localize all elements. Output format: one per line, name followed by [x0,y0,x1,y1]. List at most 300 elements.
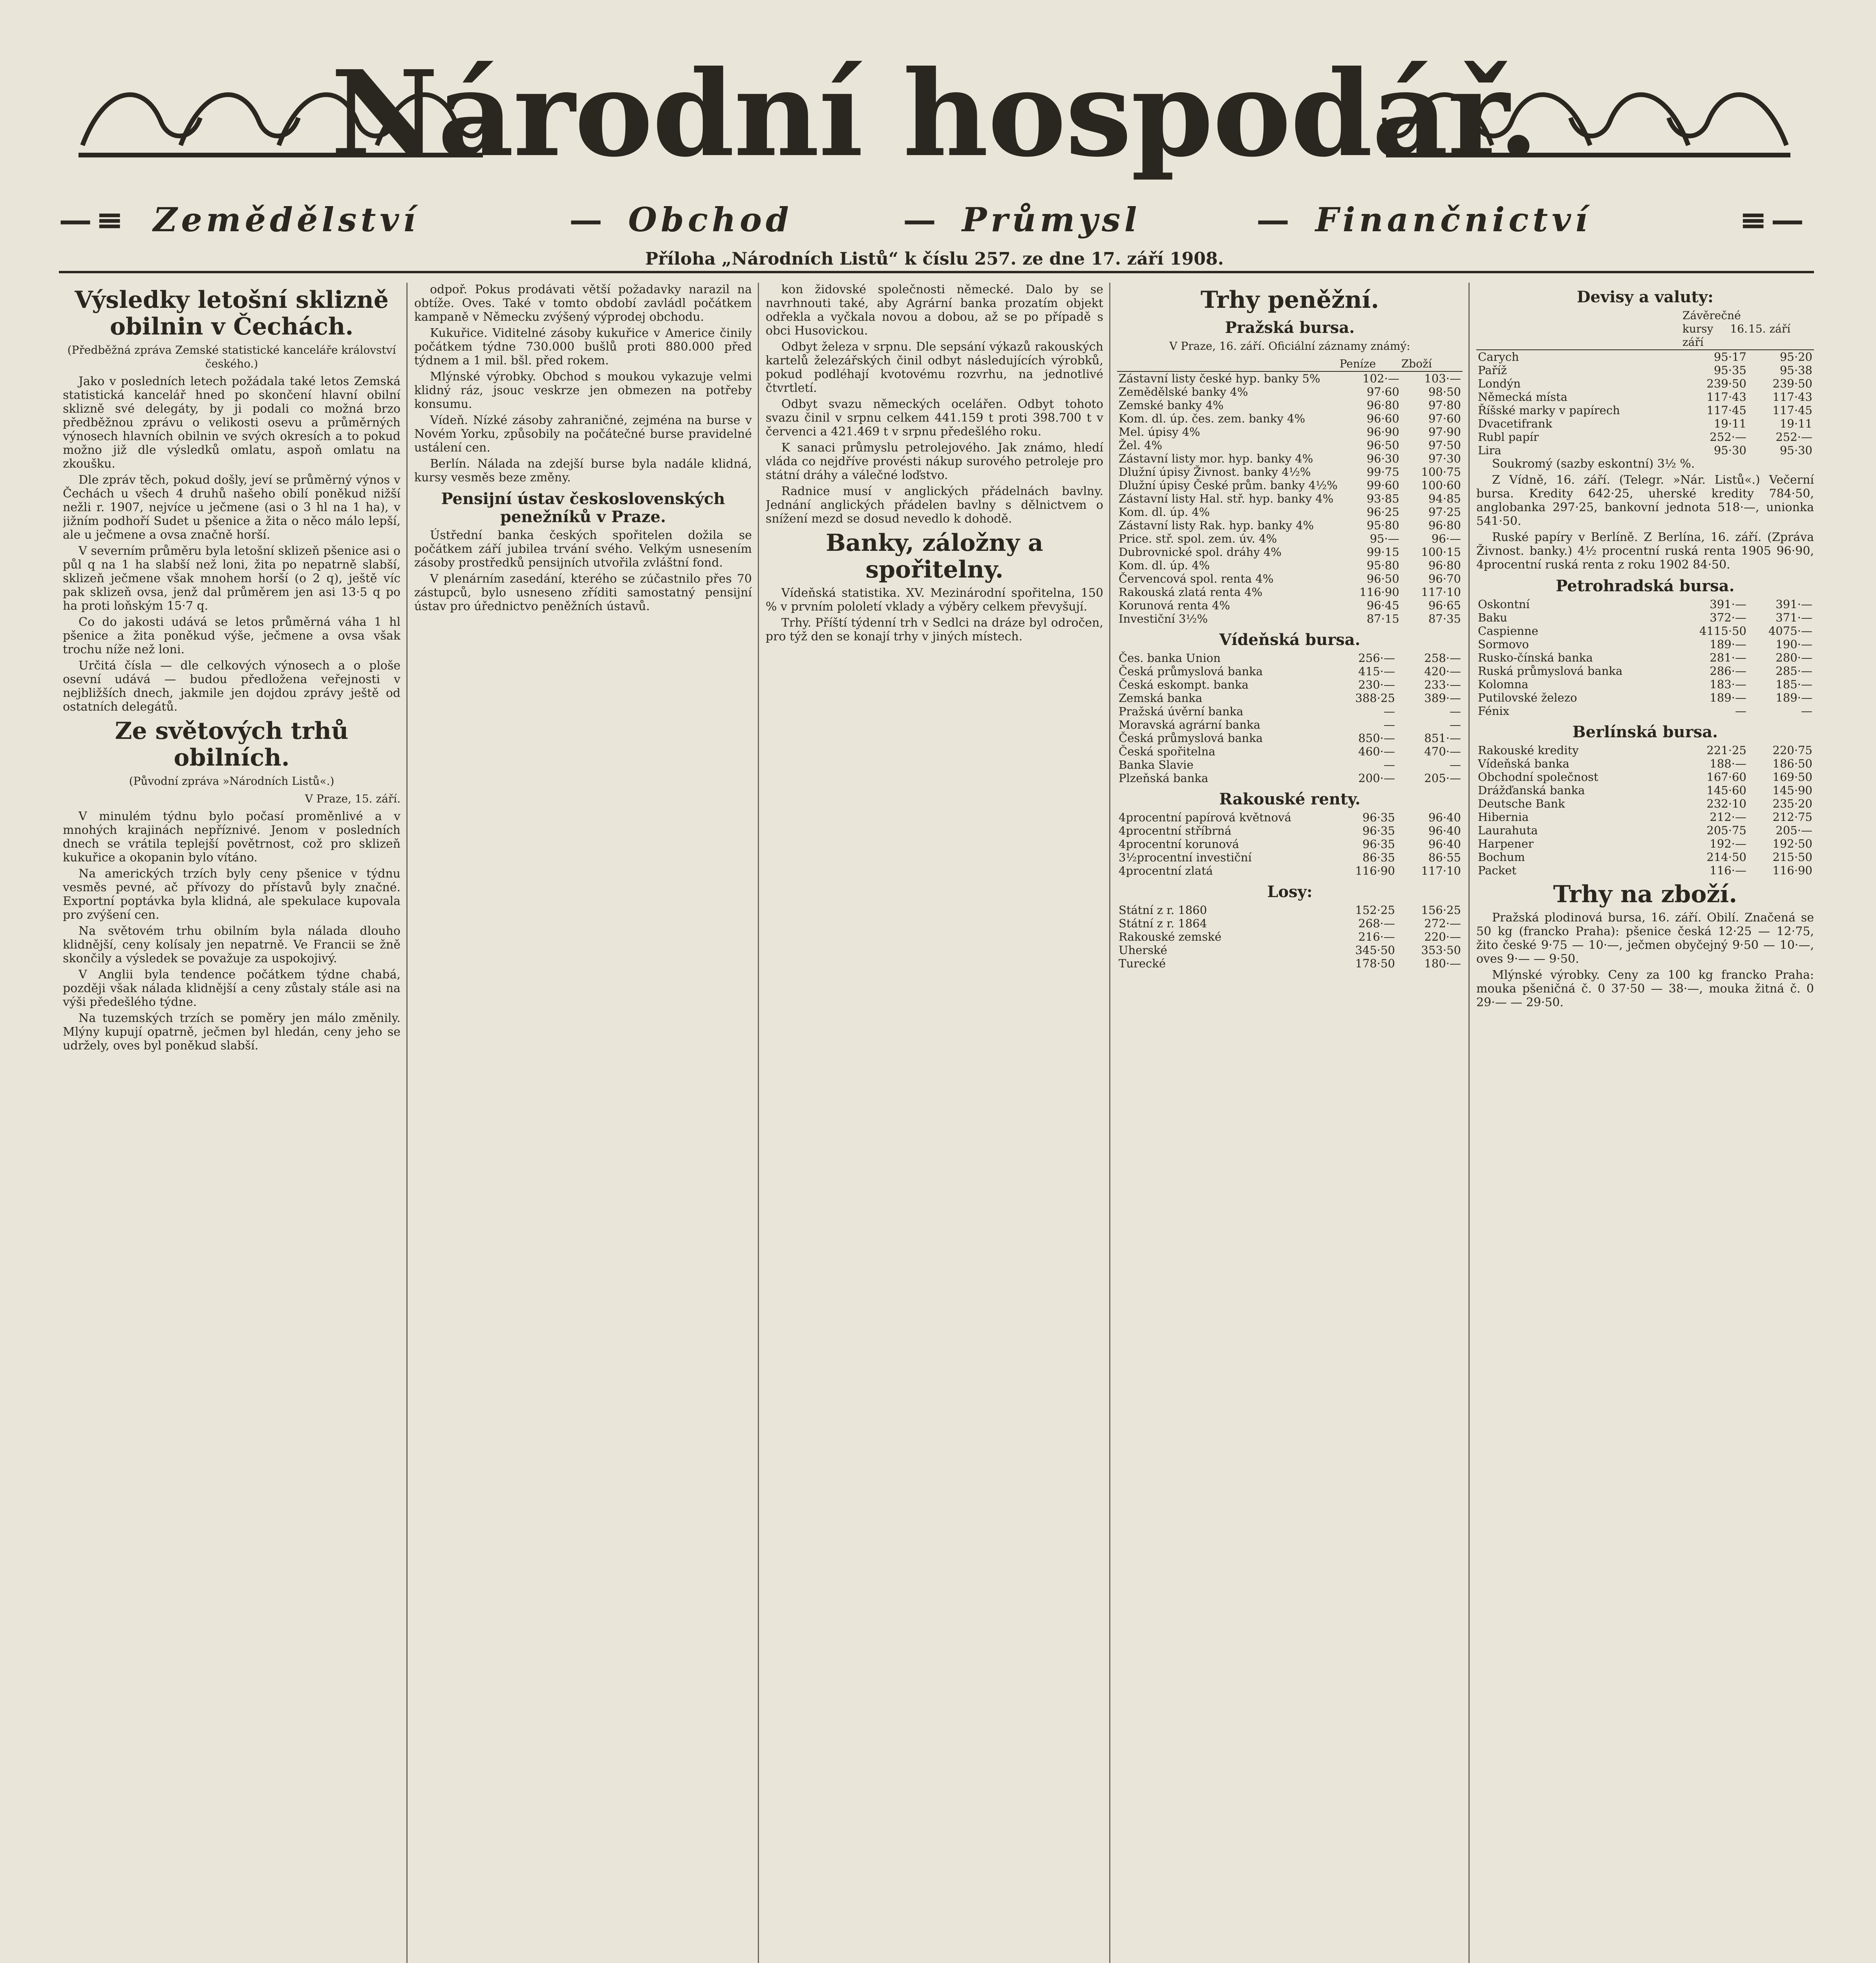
table-row [1476,678,1814,691]
rate-value: 252·— [1775,430,1812,444]
table-row [1117,452,1463,465]
security-name: Žel. 4% [1119,439,1163,452]
security-name: Rakouské zemské [1119,930,1221,943]
rate-value: 100·60 [1421,479,1461,492]
column-divider [406,283,408,1963]
table-row [1476,784,1814,797]
rate-value: 388·25 [1355,691,1395,705]
section-zemedelstvi: Zemědělství [153,200,419,239]
table-row [1476,638,1814,651]
table-header-row [1117,357,1463,371]
security-name: Moravská agrární banka [1119,718,1261,731]
dash-decoration: — [569,200,606,239]
rate-value: 190·— [1775,638,1812,651]
rate-value: 192·50 [1772,837,1812,850]
table-row [1117,492,1463,505]
rate-value: 850·— [1358,731,1395,745]
security-name: Pražská úvěrní banka [1119,705,1243,718]
table-row [1476,691,1814,704]
rate-value: 256·— [1358,651,1395,665]
rate-value: 96·40 [1428,811,1461,824]
security-name: Oskontní [1478,598,1530,611]
security-name: Uherské [1119,943,1167,957]
security-name: Kom. dl. úp. 4% [1119,559,1210,572]
rate-value: 96·— [1431,532,1461,545]
rate-value: 145·60 [1706,784,1746,797]
rate-value: 235·20 [1772,797,1812,810]
rate-value: 353·50 [1421,943,1461,957]
rate-value: 117·10 [1421,585,1461,599]
security-name: Price. stř. spol. zem. úv. 4% [1119,532,1277,545]
rate-value: 470·— [1424,745,1461,758]
rate-value: 4075·— [1768,624,1812,638]
rate-value: 116·90 [1355,864,1395,877]
sub-heading: Devisy a valuty: [1576,288,1714,306]
rate-value: 232·10 [1706,797,1746,810]
rate-value: — [1450,705,1461,718]
security-name: Zástavní listy české hyp. banky 5% [1119,372,1320,385]
rate-value: 95·38 [1779,364,1812,377]
paragraph: Vídeň. Nízké zásoby zahraničné, zejména na burse v Novém Yorku, způsobily na počátečné burse pravidelné ustálení cen. [414,413,752,455]
paragraph: Dle zpráv těch, pokud došly, jeví se průměrný výnos v Čechách u všech 4 druhů našeho obilí poněkud nižší nežli r. 1907, nejvíce u ječmene (asi o 3 hl na 1 ha), v jižním podhoří Sudet u pšenice a žita o něco málo lepší, ale u ječmene a ovsa značně horší. [63,473,400,542]
table-row [1476,864,1814,877]
berlin-exchange-table [1476,744,1814,877]
rate-value: 371·— [1775,611,1812,624]
table-row [1117,612,1463,625]
rate-value: 96·80 [1366,398,1399,412]
rate-value: 221·25 [1706,744,1746,757]
paragraph: Z Vídně, 16. září. (Telegr. »Nár. Listů«.) Večerní bursa. Kredity 642·25, uherské kredity 784·50, anglobanka 297·25, bankovní jednota 518·—, unionka 541·50. [1476,473,1814,528]
paragraph: Odbyt svazu německých ocelářen. Odbyt tohoto svazu činil v srpnu celkem 441.159 t proti 398.700 t v červenci a 421.469 t v srpnu předešlého roku. [766,397,1103,439]
table-row [1117,851,1463,864]
article-heading: Výsledky letošní sklizně obilnin v Čechách. [75,286,389,340]
security-name: Banka Slavie [1119,758,1194,771]
rate-value: 167·60 [1706,770,1746,784]
column-header: Zboží [1401,357,1463,371]
table-row [1117,479,1463,492]
table-row [1476,624,1814,638]
rate-value: 391·— [1775,598,1812,611]
rate-value: 97·30 [1428,452,1461,465]
table-row [1476,364,1814,377]
rate-value: 180·— [1424,957,1461,970]
table-row [1117,745,1463,758]
column-header: 15. září [1748,309,1814,350]
security-name: Německá místa [1478,390,1568,404]
table-row [1476,837,1814,850]
sub-heading: Pražská bursa. [1225,318,1355,337]
vienna-exchange-table [1117,651,1463,785]
security-name: Vídeňská banka [1478,757,1569,770]
rate-value: — [1384,758,1395,771]
rate-value: 220·75 [1772,744,1812,757]
rate-value: 96·35 [1362,837,1395,851]
table-row [1117,465,1463,479]
rate-value: 94·85 [1428,492,1461,505]
rate-value: 117·45 [1706,404,1746,417]
table-row [1117,824,1463,837]
rate-value: 116·— [1710,864,1746,877]
security-name: Laurahuta [1478,824,1538,837]
security-name: Dvacetifrank [1478,417,1552,430]
security-name: Turecké [1119,957,1166,970]
table-row [1117,505,1463,519]
column-5 [1476,283,1814,1963]
dateline: V Praze, 16. září. Oficiální záznamy známý: [1169,340,1410,353]
rate-value: — [1801,704,1812,718]
security-name: 4procentní stříbrná [1119,824,1232,837]
rate-value: 239·50 [1706,377,1746,390]
rate-value: 258·— [1424,651,1461,665]
petersburg-exchange-table [1476,598,1814,718]
section-financnictvi: Finančnictví [1315,200,1591,239]
rate-value: 214·50 [1706,850,1746,864]
rate-value: 87·35 [1428,612,1461,625]
security-name: 4procentní papírová květnová [1119,811,1291,824]
rate-value: 116·90 [1359,585,1399,599]
article-heading: Banky, záložny a spořitelny. [826,529,1043,583]
rate-value: 186·50 [1772,757,1812,770]
paragraph: Radnice musí v anglických přádelnách bavlny. Jednání anglických přádelen bavlny s dělnictvem o snížení mezd se dosud nevedlo k dohodě. [766,484,1103,526]
table-row [1117,651,1463,665]
security-name: Korunová renta 4% [1119,599,1230,612]
table-row [1117,559,1463,572]
rate-value: 189·— [1775,691,1812,704]
rate-value: 99·60 [1366,479,1399,492]
paragraph: Určitá čísla — dle celkových výnosech a o ploše osevní udává — budou předložena veřejnosti v nejbližších dnech, jakmile jen dojdou zprávy ještě od ostatních delegátů. [63,659,400,714]
security-name: Paříž [1478,364,1507,377]
masthead [59,35,1810,269]
security-name: Zemské banky 4% [1119,398,1224,412]
sub-heading: Vídeňská bursa. [1219,631,1360,649]
table-row [1117,864,1463,877]
rate-value: 156·25 [1421,903,1461,917]
table-row [1117,398,1463,412]
table-row [1476,417,1814,430]
table-row [1476,651,1814,664]
paragraph: Vídeňská statistika. XV. Mezinárodní spořitelna, 150 % v prvním pololetí vklady a výběry celkem převyšují. [766,586,1103,614]
security-name: Caspienne [1478,624,1538,638]
security-name: Česká spořitelna [1119,745,1216,758]
rate-value: 117·10 [1421,864,1461,877]
rate-value: 86·35 [1362,851,1395,864]
rate-value: 97·50 [1428,439,1461,452]
sub-heading: Berlínská bursa. [1572,723,1718,741]
rate-value: 212·— [1710,810,1746,824]
security-name: Packet [1478,864,1517,877]
security-name: Carych [1478,350,1519,364]
security-name: Sormovo [1478,638,1529,651]
sub-heading: Petrohradská bursa. [1556,577,1735,595]
rate-value: 200·— [1358,771,1395,785]
dash-decoration: — [1256,200,1293,239]
column-header: Závěrečné kursy 16. září [1682,309,1748,350]
paragraph: Kukuřice. Viditelné zásoby kukuřice v Americe činily počátkem týdne 730.000 bušlů proti 880.000 před týdnem a 1 mil. bšl. před rokem. [414,326,752,367]
security-name: Zemská banka [1119,691,1203,705]
rate-value: 4115·50 [1699,624,1746,638]
rate-value: 391·— [1710,598,1746,611]
table-row [1476,810,1814,824]
paragraph: V minulém týdnu bylo počasí proměnlivé a v mnohých krajinách nepříznivé. Jenom v posledních dnech se vrátila teplejší povětrnost, což pro sklizeň kukuřice a okopanin bylo vítáno. [63,810,400,865]
rate-value: 188·— [1710,757,1746,770]
rate-value: 145·90 [1772,784,1812,797]
column-divider [1109,283,1110,1963]
rate-value: 189·— [1710,638,1746,651]
table-row [1117,599,1463,612]
newspaper-title: Národní hospodář. [331,44,1538,183]
paragraph: Na světovém trhu obilním byla nálada dlouho klidnější, ceny kolísaly jen nepatrně. Ve Francii se žně skončily a výsledek se považuje za uspokojivý. [63,924,400,965]
rate-value: 95·35 [1713,364,1746,377]
rate-value: 272·— [1424,917,1461,930]
security-name: Dlužní úpisy Živnost. banky 4½% [1119,465,1311,479]
header-rule [59,271,1814,273]
table-row [1117,771,1463,785]
rate-value: 95·30 [1779,444,1812,457]
rate-value: 19·11 [1713,417,1746,430]
table-row [1476,350,1814,364]
rate-value: 100·15 [1421,545,1461,559]
security-name: Londýn [1478,377,1521,390]
table-row [1117,545,1463,559]
section-prumysl: Průmysl [962,200,1141,239]
dash-decoration: —≡ [59,200,128,239]
rate-value: 286·— [1710,664,1746,678]
table-row [1117,731,1463,745]
paragraph: Ruské papíry v Berlíně. Z Berlína, 16. září. (Zpráva Živnost. banky.) 4½ procentní ruská renta 1905 96·90, 4procentní ruská renta z roku 1902 84·50. [1476,530,1814,572]
column-4 [1117,283,1463,1963]
security-name: Lira [1478,444,1501,457]
column-header [1476,309,1682,350]
security-name: Drážďanská banka [1478,784,1585,797]
rate-value: 851·— [1424,731,1461,745]
article-note: (Předběžná zpráva Zemské statistické kanceláře království českého.) [67,344,396,370]
table-row [1117,930,1463,943]
rate-value: — [1735,704,1746,718]
paragraph: K sanaci průmyslu petrolejového. Jak známo, hledí vláda co nejdříve provésti nákup surového petroleje pro státní dráhy a válečné loďstvo. [766,441,1103,482]
rate-value: 96·25 [1366,505,1399,519]
rate-value: 97·90 [1428,425,1461,439]
rate-value: 103·— [1424,372,1461,385]
table-row [1476,744,1814,757]
rate-value: 205·— [1775,824,1812,837]
security-name: 4procentní zlatá [1119,864,1213,877]
rate-value: — [1450,758,1461,771]
section-obchod: Obchod [628,200,793,239]
rate-value: 19·11 [1779,417,1812,430]
paragraph: Na amerických trzích byly ceny pšenice v týdnu vesměs pevné, ač přívozy do přístavů byly značné. Exportní poptávka byla klidná, ale spekulace kupovala pro zvýšení cen. [63,867,400,922]
paragraph: Trhy. Příští týdenní trh v Sedlci na dráze byl odročen, pro týž den se konají trhy v jiných místech. [766,616,1103,643]
rate-value: 96·65 [1428,599,1461,612]
paragraph: Pražská plodinová bursa, 16. září. Obilí. Značená se 50 kg (francko Praha): pšenice česká 12·25 — 12·75, žito české 9·75 — 10·—, ječmen obyčejný 9·50 — 10·—, oves 9·— — 9·50. [1476,911,1814,966]
rate-value: 233·— [1424,678,1461,691]
rate-value: 268·— [1358,917,1395,930]
section-bar [59,200,1810,239]
rate-value: 216·— [1358,930,1395,943]
rate-value: 86·55 [1428,851,1461,864]
rate-value: 87·15 [1366,612,1399,625]
rate-value: 96·60 [1366,412,1399,425]
rate-value: 100·75 [1421,465,1461,479]
rate-value: 117·43 [1772,390,1812,404]
security-name: Státní z r. 1864 [1119,917,1207,930]
rate-value: — [1384,718,1395,731]
sub-heading: Losy: [1267,883,1313,901]
table-row [1117,957,1463,970]
security-name: Hibernia [1478,810,1529,824]
security-name: Kom. dl. úp. 4% [1119,505,1210,519]
security-name: Obchodní společnost [1478,770,1598,784]
rate-value: 95·80 [1366,559,1399,572]
rate-value: — [1384,705,1395,718]
table-row [1117,903,1463,917]
security-name: Dubrovnické spol. dráhy 4% [1119,545,1282,559]
rate-value: 372·— [1710,611,1746,624]
rate-value: 96·80 [1428,559,1461,572]
table-row [1117,439,1463,452]
security-name: Kolomna [1478,678,1529,691]
rate-value: 96·35 [1362,811,1395,824]
table-row [1476,377,1814,390]
paragraph: odpoř. Pokus prodávati větší požadavky narazil na obtíže. Oves. Také v tomto období zavládl počátkem kampaně v Německu zvýšený výprodej obchodu. [414,283,752,324]
security-name: Rakouské kredity [1478,744,1579,757]
security-name: Čes. banka Union [1119,651,1221,665]
rate-value: 116·90 [1772,864,1812,877]
ornament-right-icon [1382,75,1794,161]
rate-value: 152·25 [1355,903,1395,917]
security-name: 4procentní korunová [1119,837,1239,851]
paragraph: Mlýnské výrobky. Ceny za 100 kg francko Praha: mouka pšeničná č. 0 37·50 — 38·—, mouka žitná č. 0 29·— — 29·50. [1476,968,1814,1009]
rate-value: 96·35 [1362,824,1395,837]
table-row [1476,770,1814,784]
table-row [1117,917,1463,930]
paragraph: V plenárním zasedání, kterého se zúčastnilo přes 70 zástupců, bylo usneseno zříditi samostatný pensijní ústav pro úřednictvo peněžních ústavů. [414,572,752,613]
table-row [1117,519,1463,532]
table-row [1117,705,1463,718]
security-name: Česká průmyslová banka [1119,731,1263,745]
rate-value: 389·— [1424,691,1461,705]
rate-value: 239·50 [1772,377,1812,390]
table-row [1476,704,1814,718]
rate-value: 345·50 [1355,943,1395,957]
rate-value: 215·50 [1772,850,1812,864]
rate-value: 420·— [1424,665,1461,678]
dateline: V Praze, 15. září. [305,792,400,805]
rate-value: 281·— [1710,651,1746,664]
table-row [1476,824,1814,837]
rate-value: 93·85 [1366,492,1399,505]
rate-value: 192·— [1710,837,1746,850]
security-name: Plzeňská banka [1119,771,1209,785]
paragraph: V Anglii byla tendence počátkem týdne chabá, později však nálada klidnější a ceny zůstaly stále asi na výši předešlého týdne. [63,968,400,1009]
security-name: Dlužní úpisy České prům. banky 4½% [1119,479,1338,492]
rate-value: — [1450,718,1461,731]
rate-value: 99·15 [1366,545,1399,559]
rate-value: 96·70 [1428,572,1461,585]
rate-value: 460·— [1358,745,1395,758]
security-name: Rakouská zlatá renta 4% [1119,585,1263,599]
table-row [1117,665,1463,678]
rate-value: 220·— [1424,930,1461,943]
dash-decoration: ≡— [1739,200,1808,239]
security-name: Česká eskompt. banka [1119,678,1249,691]
rate-value: 96·45 [1366,599,1399,612]
table-row [1117,837,1463,851]
paragraph: Ústřední banka českých spořitelen dožila se počátkem září jubilea trvání svého. Velkým usnesením zásoby prostředků pensijních utvořila zvláštní fond. [414,528,752,570]
security-name: 3½procentní investiční [1119,851,1252,864]
table-row [1117,758,1463,771]
paragraph: Odbyt železa v srpnu. Dle sepsání výkazů rakouských kartelů železářských činil odbyt následujících výrobků, pokud podléhají kvotovému rozvrhu, na jednotlivé čtvrtletí. [766,340,1103,395]
dash-decoration: — [903,200,940,239]
rate-value: 212·75 [1772,810,1812,824]
rate-value: 95·20 [1779,350,1812,364]
rate-value: 285·— [1775,664,1812,678]
table-row [1476,611,1814,624]
rate-value: 102·— [1362,372,1399,385]
paragraph: Mlýnské výrobky. Obchod s moukou vykazuje velmi klidný ráz, jsouc veskrze jen obmezen na potřeby konsumu. [414,370,752,411]
rate-value: 169·50 [1772,770,1812,784]
security-name: Baku [1478,611,1507,624]
sub-heading: Rakouské renty. [1219,790,1360,808]
rate-value: 96·30 [1366,452,1399,465]
rate-value: 178·50 [1355,957,1395,970]
table-row [1117,572,1463,585]
table-row [1117,532,1463,545]
security-name: Deutsche Bank [1478,797,1565,810]
rate-value: 189·— [1710,691,1746,704]
supplement-subtitle: Příloha „Národních Listů“ k číslu 257. ze dne 17. září 1908. [645,249,1224,269]
rate-value: 95·80 [1366,519,1399,532]
rate-value: 117·45 [1772,404,1812,417]
article-heading: Trhy na zboží. [1553,881,1737,908]
column-2 [414,283,752,1963]
table-row [1117,691,1463,705]
security-name: Rusko-čínská banka [1478,651,1593,664]
table-row [1476,598,1814,611]
security-name: Fénix [1478,704,1510,718]
table-row [1476,430,1814,444]
security-name: Červencová spol. renta 4% [1119,572,1274,585]
security-name: Říšské marky v papírech [1478,404,1620,417]
table-row [1117,678,1463,691]
prague-exchange-table [1117,357,1463,625]
table-row [1117,412,1463,425]
security-name: Zástavní listy mor. hyp. banky 4% [1119,452,1313,465]
security-name: Zástavní listy Rak. hyp. banky 4% [1119,519,1314,532]
rate-value: 230·— [1358,678,1395,691]
rate-value: 96·40 [1428,824,1461,837]
security-name: Mel. úpisy 4% [1119,425,1200,439]
rate-value: 96·50 [1366,572,1399,585]
rate-value: 96·90 [1366,425,1399,439]
rate-value: 183·— [1710,678,1746,691]
rate-value: 415·— [1358,665,1395,678]
security-name: Investiční 3½% [1119,612,1208,625]
rate-value: 205·— [1424,771,1461,785]
column-3 [766,283,1103,1963]
security-name: Bochum [1478,850,1525,864]
security-name: Harpener [1478,837,1534,850]
article-note: (Původní zpráva »Národních Listů«.) [129,775,335,788]
security-name: Ruská průmyslová banka [1478,664,1623,678]
column-header [1117,357,1339,371]
table-row [1117,585,1463,599]
rate-value: 96·80 [1428,519,1461,532]
rate-value: 96·50 [1366,439,1399,452]
table-row [1476,757,1814,770]
paragraph: Soukromý (sazby eskontní) 3½ %. [1492,457,1695,471]
rate-value: 95·17 [1713,350,1746,364]
rate-value: 97·60 [1428,412,1461,425]
